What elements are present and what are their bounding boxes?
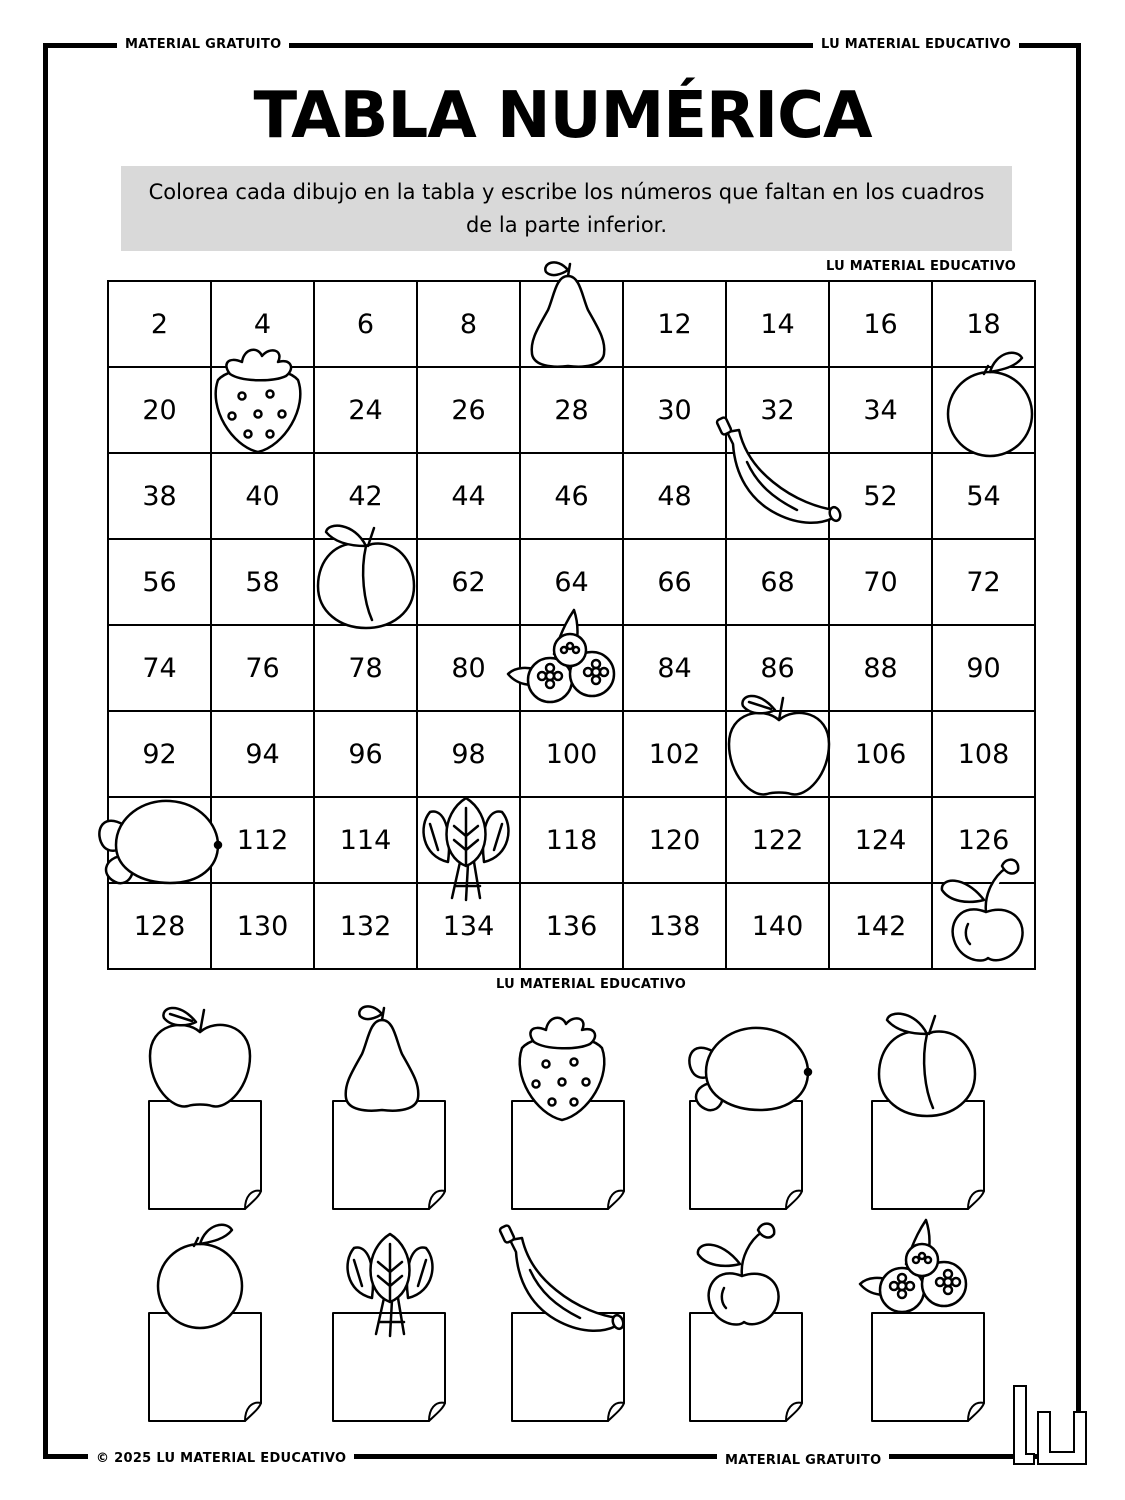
apple-icon (150, 1008, 250, 1106)
grid-cell: 14 (726, 281, 829, 367)
grid-cell: 52 (829, 453, 932, 539)
grid-cell: 128 (108, 883, 211, 969)
apple-icon (729, 696, 829, 794)
grid-cell: 30 (623, 367, 726, 453)
grid-cell: 18 (932, 281, 1035, 367)
answer-box-pear[interactable] (333, 1101, 445, 1209)
grid-cell: 120 (623, 797, 726, 883)
banana-icon (716, 417, 842, 523)
grid-cell: 134 (417, 883, 520, 969)
grid-cell: 94 (211, 711, 314, 797)
grid-cell: 90 (932, 625, 1035, 711)
watermark-bottom: LU MATERIAL EDUCATIVO (496, 977, 687, 992)
grid-cell: 76 (211, 625, 314, 711)
grid-cell: 62 (417, 539, 520, 625)
grid-cell: 106 (829, 711, 932, 797)
orange-icon (948, 353, 1032, 456)
grid-cell: 48 (623, 453, 726, 539)
strawberry-icon (216, 350, 301, 452)
watermark-top: LU MATERIAL EDUCATIVO (826, 259, 1017, 274)
top-left-label: MATERIAL GRATUITO (117, 36, 289, 54)
grid-cell: 100 (520, 711, 623, 797)
grid-cell: 84 (623, 625, 726, 711)
grid-cell: 136 (520, 883, 623, 969)
answer-box-lemon[interactable] (690, 1101, 802, 1209)
grid-cell: 108 (932, 711, 1035, 797)
grid-cell: 66 (623, 539, 726, 625)
grid-cell: 114 (314, 797, 417, 883)
cherry-icon (698, 1224, 779, 1325)
peach-icon (879, 1014, 975, 1116)
pear-icon (532, 262, 605, 366)
grid-cell: 124 (829, 797, 932, 883)
grid-cell: 102 (623, 711, 726, 797)
grid-cell: 88 (829, 625, 932, 711)
grid-cell: 38 (108, 453, 211, 539)
grid-cell: 98 (417, 711, 520, 797)
grid-cell: 132 (314, 883, 417, 969)
lu-logo (1008, 1382, 1092, 1468)
orange-icon (158, 1225, 242, 1328)
grid-cell: 138 (623, 883, 726, 969)
grid-cell: 16 (829, 281, 932, 367)
grid-cell: 130 (211, 883, 314, 969)
grid-cell: 32 (726, 367, 829, 453)
grid-cell: 140 (726, 883, 829, 969)
grid-cell: 78 (314, 625, 417, 711)
lemon-icon (689, 1028, 811, 1110)
pear-icon (346, 1006, 419, 1110)
blueberries-icon (508, 610, 614, 702)
grid-cell: 26 (417, 367, 520, 453)
grid-cell: 92 (108, 711, 211, 797)
grid-cell: 4 (211, 281, 314, 367)
grid-cell: 34 (829, 367, 932, 453)
answer-box-orange[interactable] (149, 1313, 261, 1421)
grid-cell: 96 (314, 711, 417, 797)
grid-cell: 2 (108, 281, 211, 367)
copyright-label: © 2025 LU MATERIAL EDUCATIVO (88, 1450, 354, 1468)
grid-cell: 118 (520, 797, 623, 883)
lemon-icon (99, 801, 221, 883)
grid-cell: 70 (829, 539, 932, 625)
answer-box-blueberries[interactable] (872, 1313, 984, 1421)
grid-cell: 64 (520, 539, 623, 625)
grid-cell: 44 (417, 453, 520, 539)
page-title: TABLA NUMÉRICA (253, 79, 872, 153)
grid-cell: 80 (417, 625, 520, 711)
answer-box-spinach[interactable] (333, 1313, 445, 1421)
grid-cell: 126 (932, 797, 1035, 883)
grid-cell: 86 (726, 625, 829, 711)
grid-cell: 8 (417, 281, 520, 367)
grid-cell: 6 (314, 281, 417, 367)
grid-cell: 12 (623, 281, 726, 367)
peach-icon (318, 526, 414, 628)
answer-box-apple[interactable] (149, 1101, 261, 1209)
answer-box-cherry[interactable] (690, 1313, 802, 1421)
grid-cell: 46 (520, 453, 623, 539)
grid-cell: 112 (211, 797, 314, 883)
grid-cell: 68 (726, 539, 829, 625)
grid-cell: 28 (520, 367, 623, 453)
grid-cell: 142 (829, 883, 932, 969)
blueberries-icon (860, 1220, 966, 1312)
spinach-icon (424, 798, 509, 900)
grid-cell: 122 (726, 797, 829, 883)
grid-cell: 24 (314, 367, 417, 453)
bottom-right-label: MATERIAL GRATUITO (717, 1452, 889, 1470)
grid-cell: 20 (108, 367, 211, 453)
instructions-box: Colorea cada dibujo en la tabla y escribe los números que faltan en los cuadros de la parte inferior. (121, 166, 1012, 251)
grid-cell: 42 (314, 453, 417, 539)
grid-cell: 58 (211, 539, 314, 625)
top-right-label: LU MATERIAL EDUCATIVO (813, 36, 1019, 54)
grid-cell: 54 (932, 453, 1035, 539)
grid-cell: 40 (211, 453, 314, 539)
grid-cell: 56 (108, 539, 211, 625)
cherry-icon (942, 860, 1023, 961)
grid-cell: 74 (108, 625, 211, 711)
grid-cell: 72 (932, 539, 1035, 625)
